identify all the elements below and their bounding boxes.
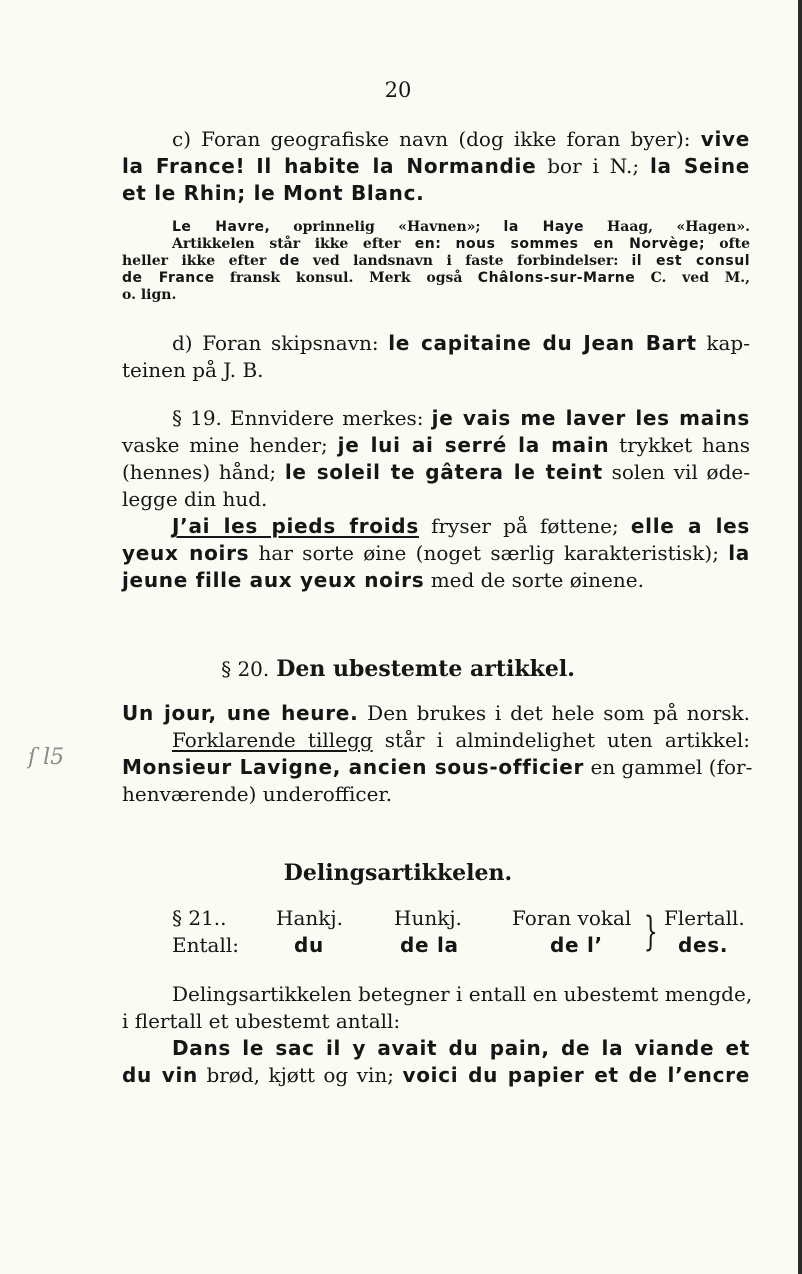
para-19-line-3: (hennes) hånd; le soleil te gâtera le teint solen vil øde- [122, 460, 750, 484]
para-c-line-1: c) Foran geografiske navn (dog ikke foran byer): vive [172, 127, 750, 151]
note-c-line-1: Le Havre, oprinnelig «Havnen»; la Haye Haag, «Hagen». [172, 219, 750, 235]
table-cell-hankj: Hankj. [276, 906, 343, 930]
note-c-line-4: de France fransk konsul. Merk også Châlons-sur-Marne C. ved M., [122, 270, 750, 286]
para-19-line-7: jeune fille aux yeux noirs med de sorte øinene. [122, 568, 644, 592]
para-21-line-2: i flertall et ubestemt antall: [122, 1009, 401, 1033]
table-cell-hunkj: Hunkj. [394, 906, 462, 930]
note-c-line-3: heller ikke efter de ved landsnavn i faste forbindelser: il est consul [122, 253, 751, 269]
para-d-line-1: d) Foran skipsnavn: le capitaine du Jean Bart kap- [172, 331, 750, 355]
para-19-line-2: vaske mine hender; je lui ai serré la main trykket hans [122, 433, 750, 457]
table-cell-vokal: Foran vokal [512, 906, 632, 930]
section-21-heading: Delingsartikkelen. [283, 860, 513, 886]
table-cell-de-la: de la [400, 933, 459, 957]
curly-brace-icon: } [643, 909, 658, 955]
para-d-line-2: teinen på J. B. [122, 358, 264, 382]
note-c-line-5: o. lign. [122, 287, 177, 303]
para-19-line-1: § 19. Ennvidere merkes: je vais me laver les mains [172, 406, 751, 430]
para-c-line-3: et le Rhin; le Mont Blanc. [122, 181, 425, 205]
paragraph-21 [122, 981, 753, 1089]
para-c-line-2: la France! Il habite la Normandie bor i N.; la Seine [122, 154, 751, 178]
para-19-line-5: J’ai les pieds froids fryser på føttene; elle a les [172, 514, 751, 538]
table-cell-du: du [294, 933, 324, 957]
para-20-line-4: henværende) underofficer. [122, 782, 393, 806]
para-21-line-3: Dans le sac il y avait du pain, de la viande et [172, 1036, 750, 1060]
para-20-line-2: Forklarende tillegg står i almindelighet uten artikkel: [172, 728, 750, 752]
para-19-line-6: yeux noirs har sorte øine (noget særlig karakteristisk); la [122, 541, 751, 565]
note-c-line-2: Artikkelen står ikke efter en: nous sommes en Norvège; ofte [172, 236, 750, 252]
table-cell-des: des. [678, 933, 729, 957]
para-21-line-1: Delingsartikkelen betegner i entall en ubestemt mengde, [172, 982, 753, 1006]
para-21-line-4: du vin brød, kjøtt og vin; voici du papier et de l’encre [122, 1063, 750, 1087]
note-c [122, 219, 750, 304]
paragraph-19 [122, 405, 750, 594]
paragraph-20 [122, 700, 753, 808]
paragraph-c [122, 126, 750, 207]
para-19-line-4: legge din hud. [122, 487, 268, 511]
page-number: 20 [384, 78, 412, 102]
page-edge [798, 0, 802, 1274]
table-cell-entall: Entall: [172, 933, 239, 957]
table-cell-sec: § 21.. [172, 906, 227, 930]
para-20-line-3: Monsieur Lavigne, ancien sous-officier en gammel (for- [122, 755, 753, 779]
paragraph-d [122, 330, 750, 384]
para-20-line-1: Un jour, une heure. Den brukes i det hele som på norsk. [122, 701, 750, 725]
table-cell-de-l: de l’ [550, 933, 603, 957]
margin-pencil-note: ſ l5 [28, 745, 65, 770]
section-20-heading: § 20. Den ubestemte artikkel. [221, 656, 575, 682]
table-cell-flertall: Flertall. [664, 906, 745, 930]
